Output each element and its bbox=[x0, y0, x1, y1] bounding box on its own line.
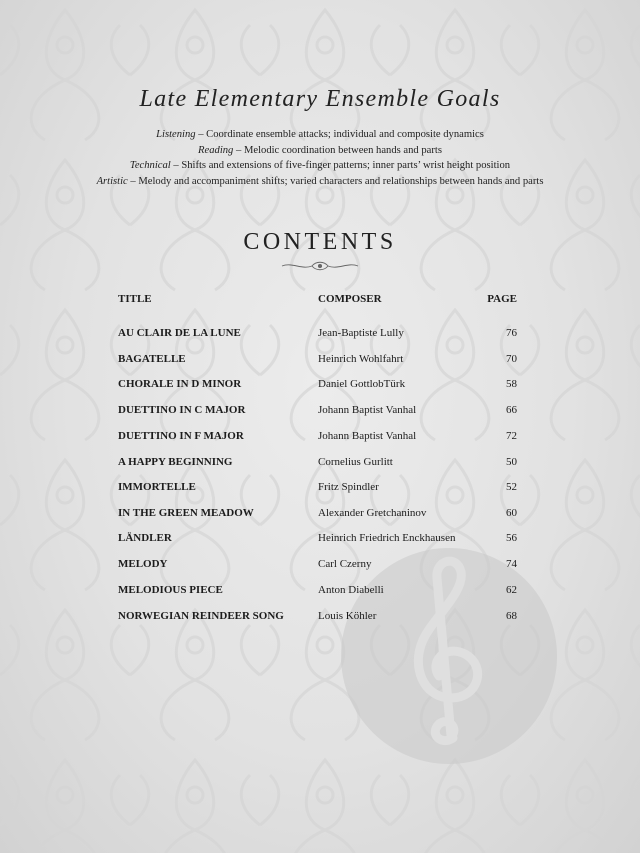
song-composer: Heinrich Wohlfahrt bbox=[318, 353, 404, 365]
goal-label: Artistic bbox=[96, 175, 128, 187]
song-page: 60 bbox=[506, 507, 517, 519]
song-title: IMMORTELLE bbox=[118, 481, 196, 493]
goals-list bbox=[0, 127, 640, 189]
song-title: NORWEGIAN REINDEER SONG bbox=[118, 610, 284, 622]
song-composer: Fritz Spindler bbox=[318, 481, 379, 493]
song-title: CHORALE IN D MINOR bbox=[118, 378, 242, 390]
goal-label: Listening bbox=[156, 129, 196, 140]
song-page: 70 bbox=[506, 353, 517, 365]
treble-clef-icon bbox=[341, 548, 557, 764]
song-composer: Johann Baptist Vanhal bbox=[318, 404, 417, 416]
song-page: 76 bbox=[506, 327, 517, 339]
song-page: 56 bbox=[506, 532, 517, 544]
goal-technical bbox=[0, 158, 640, 174]
song-page: 50 bbox=[506, 456, 517, 468]
song-title: LÄNDLER bbox=[118, 532, 172, 544]
song-composer: Heinrich Friedrich Enckhausen bbox=[318, 532, 456, 544]
goal-text: – Melodic coordination between hands and parts bbox=[233, 144, 442, 156]
song-title: MELODIOUS PIECE bbox=[118, 584, 223, 596]
goal-text: – Melody and accompaniment shifts; varied characters and relationships between hands and parts bbox=[127, 175, 544, 187]
song-title: DUETTINO IN F MAJOR bbox=[118, 430, 244, 442]
song-page: 66 bbox=[506, 404, 517, 416]
goal-reading bbox=[0, 143, 640, 159]
song-title: DUETTINO IN C MAJOR bbox=[118, 404, 246, 416]
table-row bbox=[0, 532, 640, 550]
song-page: 74 bbox=[506, 558, 517, 570]
song-composer: Alexander Gretchaninov bbox=[318, 507, 427, 519]
goal-listening bbox=[0, 127, 640, 143]
table-row bbox=[0, 558, 640, 576]
table-row bbox=[0, 378, 640, 396]
song-composer: Anton Diabelli bbox=[318, 584, 384, 596]
song-title: A HAPPY BEGINNING bbox=[118, 456, 233, 468]
table-row bbox=[0, 404, 640, 422]
table-row bbox=[0, 456, 640, 474]
table-row bbox=[0, 327, 640, 345]
table-row bbox=[0, 584, 640, 602]
table-row bbox=[0, 481, 640, 499]
table-row bbox=[0, 610, 640, 628]
table-row bbox=[0, 353, 640, 371]
song-composer: Johann Baptist Vanhal bbox=[318, 430, 417, 442]
table-row bbox=[0, 507, 640, 525]
column-header-composer: COMPOSER bbox=[318, 293, 382, 305]
song-title: BAGATELLE bbox=[118, 353, 186, 365]
song-composer: Daniel GottlobTürk bbox=[318, 378, 406, 390]
contents-heading: CONTENTS bbox=[243, 229, 397, 255]
song-page: 68 bbox=[506, 610, 517, 622]
goal-label: Reading bbox=[198, 144, 234, 156]
goal-text: – Shifts and extensions of five-finger patterns; inner parts’ wrist height position bbox=[170, 160, 511, 171]
song-composer: Carl Czerny bbox=[318, 558, 372, 570]
goal-artistic bbox=[0, 174, 640, 190]
goal-text: – Coordinate ensemble attacks; individual and composite dynamics bbox=[195, 129, 484, 140]
song-page: 58 bbox=[506, 378, 517, 390]
column-header-title: TITLE bbox=[118, 293, 152, 305]
column-header-page: PAGE bbox=[487, 293, 517, 305]
song-title: AU CLAIR DE LA LUNE bbox=[118, 327, 241, 339]
table-row bbox=[0, 430, 640, 448]
flourish-divider-icon bbox=[280, 259, 360, 273]
song-title: MELODY bbox=[118, 558, 168, 570]
song-page: 62 bbox=[506, 584, 517, 596]
goal-label: Technical bbox=[129, 160, 171, 171]
goals-heading: Late Elementary Ensemble Goals bbox=[139, 86, 501, 112]
song-page: 72 bbox=[506, 430, 517, 442]
song-composer: Louis Köhler bbox=[318, 610, 377, 622]
song-page: 52 bbox=[506, 481, 517, 493]
song-title: IN THE GREEN MEADOW bbox=[118, 507, 254, 519]
song-composer: Cornelius Gurlitt bbox=[318, 456, 393, 468]
song-composer: Jean-Baptiste Lully bbox=[318, 327, 404, 339]
